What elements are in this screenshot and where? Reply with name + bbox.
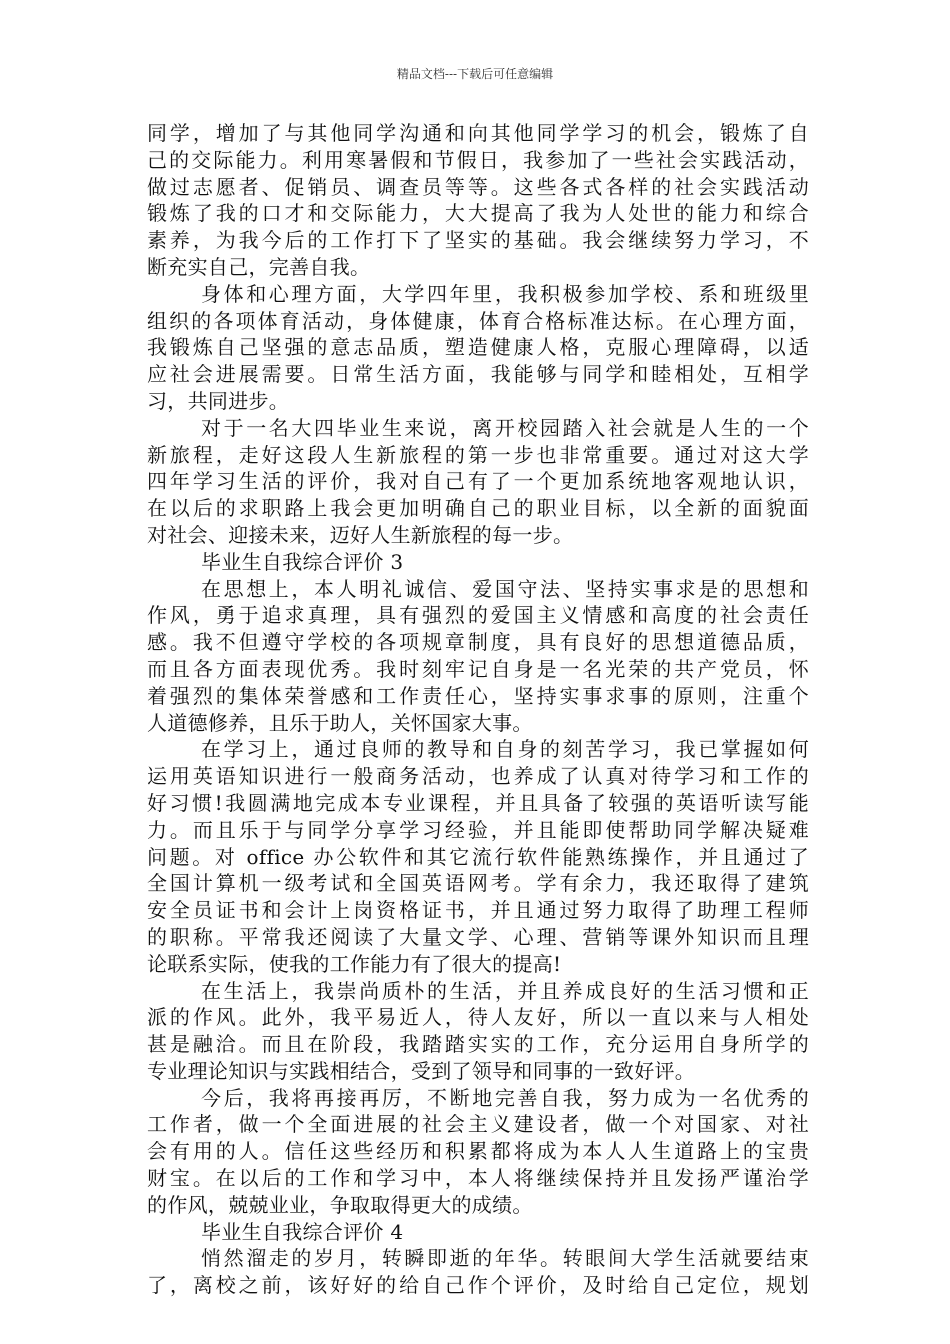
paragraph: [147, 281, 809, 415]
text-line: 在以后的求职路上我会更加明确自己的职业目标，以全新的面貌面: [147, 496, 809, 521]
text-line: 问题。对 office 办公软件和其它流行软件能熟练操作，并且通过了: [147, 844, 809, 869]
text-line: 作风，勇于追求真理，具有强烈的爱国主义情感和高度的社会责任: [147, 603, 809, 628]
text-line: 对于一名大四毕业生来说，离开校园踏入社会就是人生的一个: [201, 415, 809, 440]
text-line: 习，共同进步。: [147, 388, 290, 413]
text-line: 悄然溜走的岁月，转瞬即逝的年华。转眼间大学生活就要结束: [201, 1246, 809, 1271]
text-line: 断充实自己，完善自我。: [147, 254, 371, 279]
text-line: 人道德修养，且乐于助人，关怀国家大事。: [147, 710, 533, 735]
text-line: 专业理论知识与实践相结合，受到了领导和同事的一致好评。: [147, 1058, 696, 1083]
text-line: 新旅程，走好这段人生新旅程的第一步也非常重要。通过对这大学: [147, 442, 809, 467]
text-line: 的作风，兢兢业业，争取取得更大的成绩。: [147, 1192, 533, 1217]
document-body: [147, 120, 809, 1299]
text-line: 对社会、迎接未来，迈好人生新旅程的每一步。: [147, 522, 574, 547]
text-line: 素养，为我今后的工作打下了坚实的基础。我会继续努力学习，不: [147, 228, 809, 253]
text-line: 在学习上，通过良师的教导和自身的刻苦学习，我已掌握如何: [201, 737, 809, 762]
text-line: 运用英语知识进行一般商务活动，也养成了认真对待学习和工作的: [147, 764, 809, 789]
paragraph: [147, 415, 809, 549]
text-line: 锻炼了我的口才和交际能力，大大提高了我为人处世的能力和综合: [147, 201, 809, 226]
text-line: 会有用的人。信任这些经历和积累都将成为本人人生道路上的宝贵: [147, 1139, 809, 1164]
text-line: 工作者，做一个全面进展的社会主义建设者，做一个对国家、对社: [147, 1112, 809, 1137]
text-line: 好习惯!我圆满地完成本专业课程，并且具备了较强的英语听读写能: [147, 790, 809, 815]
text-line: 组织的各项体育活动，身体健康，体育合格标准达标。在心理方面，: [147, 308, 809, 333]
text-line: 了，离校之前，该好好的给自己作个评价，及时给自己定位，规划: [147, 1273, 809, 1298]
paragraph: [147, 576, 809, 737]
text-line: 安全员证书和会计上岗资格证书，并且通过努力取得了助理工程师: [147, 898, 809, 923]
heading-text: 毕业生自我综合评价 3: [201, 549, 404, 574]
text-line: 己的交际能力。利用寒暑假和节假日，我参加了一些社会实践活动，: [147, 147, 809, 172]
text-line: 而且各方面表现优秀。我时刻牢记自身是一名光荣的共产党员，怀: [147, 656, 809, 681]
text-line: 我锻炼自己坚强的意志品质，塑造健康人格，克服心理障碍，以适: [147, 335, 809, 360]
text-line: 四年学习生活的评价，我对自己有了一个更加系统地客观地认识，: [147, 469, 809, 494]
paragraph: [147, 120, 809, 281]
text-line: 做过志愿者、促销员、调查员等等。这些各式各样的社会实践活动: [147, 174, 809, 199]
heading-text: 毕业生自我综合评价 4: [201, 1219, 404, 1244]
text-line: 力。而且乐于与同学分享学习经验，并且能即使帮助同学解决疑难: [147, 817, 809, 842]
paragraph: [147, 978, 809, 1085]
text-line: 应社会进展需要。日常生活方面，我能够与同学和睦相处，互相学: [147, 362, 809, 387]
paragraph: [147, 1245, 809, 1299]
page-header: 精品文档---下载后可任意编辑: [396, 67, 554, 81]
text-line: 在思想上，本人明礼诚信、爱国守法、坚持实事求是的思想和: [201, 576, 809, 601]
text-line: 感。我不但遵守学校的各项规章制度，具有良好的思想道德品质，: [147, 630, 809, 655]
text-line: 甚是融洽。而且在阶段，我踏踏实实的工作，充分运用自身所学的: [147, 1032, 809, 1057]
paragraph: [147, 736, 809, 977]
text-line: 财宝。在以后的工作和学习中，本人将继续保持并且发扬严谨治学: [147, 1166, 809, 1191]
text-line: 派的作风。此外，我平易近人，待人友好，所以一直以来与人相处: [147, 1005, 809, 1030]
text-line: 今后，我将再接再厉，不断地完善自我，努力成为一名优秀的: [201, 1085, 809, 1110]
text-line: 同学，增加了与其他同学沟通和向其他同学学习的机会，锻炼了自: [147, 121, 809, 145]
paragraph: [147, 1085, 809, 1219]
text-line: 的职称。平常我还阅读了大量文学、心理、营销等课外知识而且理: [147, 924, 809, 949]
text-line: 身体和心理方面，大学四年里，我积极参加学校、系和班级里: [201, 281, 809, 306]
section-heading: [147, 549, 809, 576]
text-line: 全国计算机一级考试和全国英语网考。学有余力，我还取得了建筑: [147, 871, 809, 896]
text-line: 着强烈的集体荣誉感和工作责任心，坚持实事求事的原则，注重个: [147, 683, 809, 708]
text-line: 在生活上，我崇尚质朴的生活，并且养成良好的生活习惯和正: [201, 978, 809, 1003]
section-heading: [147, 1219, 809, 1246]
text-line: 论联系实际，使我的工作能力有了很大的提高!: [147, 951, 562, 976]
